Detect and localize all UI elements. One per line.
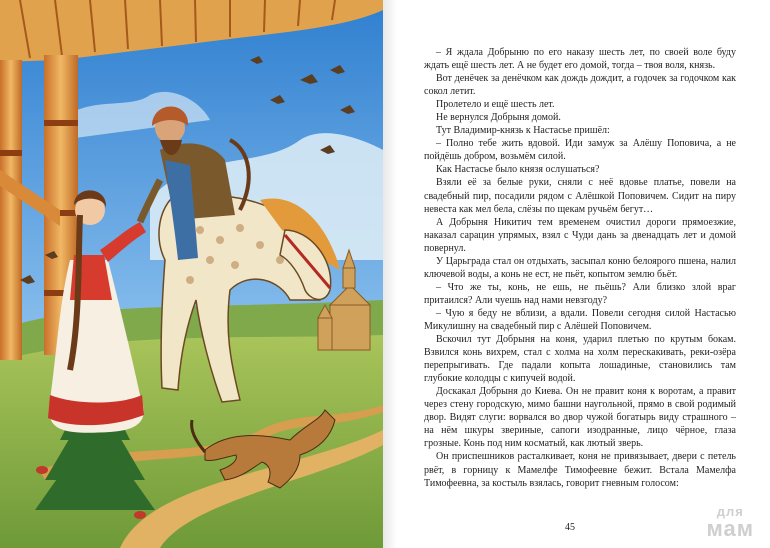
watermark-line-1: для bbox=[716, 504, 744, 519]
watermark-logo bbox=[707, 505, 755, 540]
page-number: 45 bbox=[565, 522, 575, 533]
paragraph: Взяли её за белые руки, сняли с неё вдовье платье, повели на свадебный пир, посадили рядом с Алёшкой Поповичем. Сидит на пиру невеста как мел бела, слёзы по щекам ручьём бегут… bbox=[424, 177, 736, 215]
paragraph: У Царьграда стал он отдыхать, засыпал коню белоярого пшена, налил ключевой воды, а конь не ест, не пьёт, копытом землю бьёт. bbox=[424, 255, 736, 280]
paragraph: Вот денёчек за денёчком как дождь дождит, а годочек за годочком как сокол летит. bbox=[424, 73, 736, 98]
paragraph: А Добрыня Никитич тем временем очистил дороги прямоезжие, наказал сарацин упрямых, взял с Чуди дань за двенадцать лет и домой повернул. bbox=[424, 216, 736, 254]
paragraph: Как Настасье было князя ослушаться? bbox=[436, 164, 600, 176]
paragraph: – Чую я беду не вблизи, а вдали. Повели сегодня силой Настасью Микулишну на свадебный пир с Алёшей Поповичем. bbox=[424, 307, 736, 332]
page-gutter bbox=[383, 0, 397, 548]
text-column bbox=[424, 46, 736, 490]
illustration-art bbox=[0, 0, 383, 548]
paragraph: Тут Владимир-князь к Настасье пришёл: bbox=[436, 125, 610, 137]
paragraph: Доскакал Добрыня до Киева. Он не правит коня к воротам, а правит через стену городскую, мимо башни наугольной, прямо в свой родимый двор. Видят слуги: ворвался во двор чужой богатырь виду страшного – на нём шкуры звериные, сапоги изодранные, лицо чёрное, глаза грозные. Конь под ним косматый, как лютый зверь. bbox=[424, 386, 736, 450]
paragraph: Он приспешников расталкивает, коня не привязывает, двери с петель рвёт, в горницу к Мамелфе Тимофеевне бежит. Встала Мамелфа Тимофеевна, за костыль взялась, говорит гневным голосом: bbox=[424, 451, 736, 489]
illustration bbox=[0, 0, 383, 548]
text-page bbox=[397, 0, 770, 548]
paragraph: Пролетело и ещё шесть лет. bbox=[436, 99, 555, 111]
paragraph: – Я ждала Добрыню по его наказу шесть лет, по своей воле буду ждать ещё шесть лет. А не будет его домой, тогда – твоя воля, князь. bbox=[424, 47, 736, 72]
paragraph: – Что же ты, конь, не ешь, не пьёшь? Али близко злой враг притаился? Али чуешь над нами невзгоду? bbox=[424, 281, 736, 306]
paragraph: – Полно тебе жить вдовой. Иди замуж за Алёшу Поповича, а не пойдёшь добром, возьмём силой. bbox=[424, 138, 736, 163]
watermark-line-2: мам bbox=[706, 516, 754, 541]
paragraph: Не вернулся Добрыня домой. bbox=[436, 112, 561, 124]
paragraph: Вскочил тут Добрыня на коня, ударил плетью по крутым бокам. Взвился конь вихрем, стал с холма на холм перескакивать, реки-озёра перепрыгивать. Где падали копыта лошадиные, становились там глубокие колодцы с кипучей водой. bbox=[424, 334, 736, 385]
